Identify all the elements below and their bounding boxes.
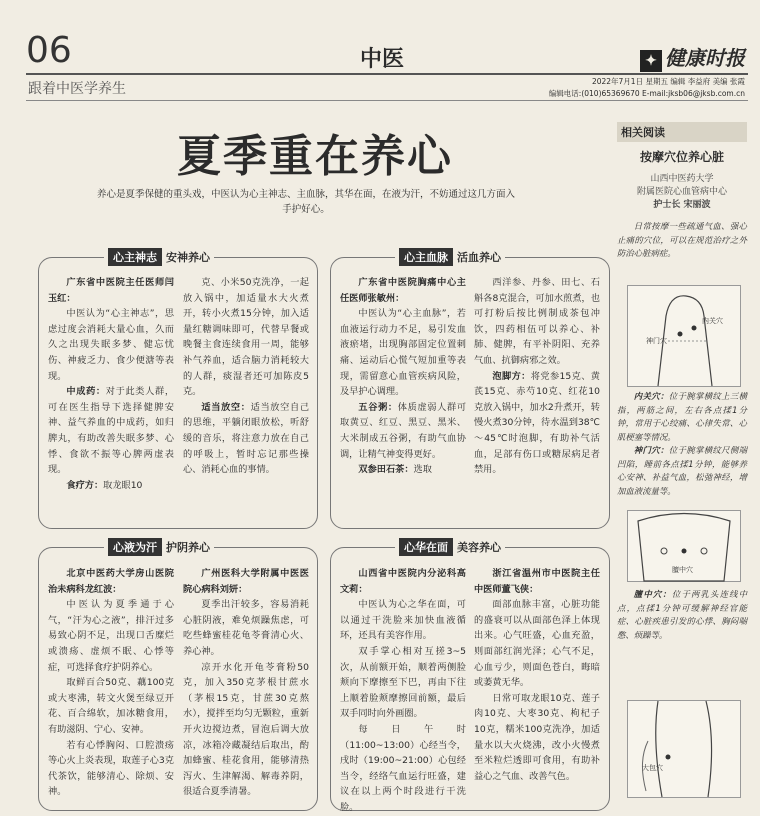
side-svg (628, 701, 740, 797)
article-title: 夏季重在养心 (177, 131, 453, 182)
section-tag (104, 248, 214, 266)
sidebar-title: 按摩穴位养心脏 (639, 150, 724, 164)
side-acupoint-illustration (627, 700, 741, 798)
acupoint-neiguan: 内关穴：位于腕掌横纹上三横指，两筋之间，左右各点揉1分钟，常用于心绞痛、心律失常、心肌梗塞等情况。 (617, 391, 748, 442)
newspaper-logo (640, 42, 745, 72)
sidebar-intro (617, 220, 747, 261)
section-title: 中医 (360, 46, 405, 72)
tag-subtitle: 安神养心 (166, 251, 210, 264)
page-number: 06 (26, 30, 72, 71)
sidebar-acupoints (617, 390, 747, 500)
article-column: 浙江省温州市中医院主任中医师董飞侠： 面部血脉丰富，心脏功能的盛衰可以从面部色泽上体现出来。心气旺盛，心血充盈，则面部红润光泽；心气不足，心血亏少，则面色苍白，晦暗或萎黄无华。 日常可取龙眼10克、莲子肉10克、大枣30克、枸杞子10克，糯米100克洗净，加适量水以大火烧沸，改小火慢煮至米粒烂透即可食用，有助补益心之气血、改善气色。 (474, 568, 600, 782)
section-tag (395, 248, 505, 266)
column-name: 跟着中医学养生 (28, 81, 126, 97)
author-dept: 附属医院心血管病中心 (636, 187, 727, 197)
logo-text: 健康时报 (665, 46, 745, 70)
tag-subtitle: 活血养心 (457, 251, 501, 264)
acupoint-tanzhong: 膻中穴：位于两乳头连线中点，点揉1分钟可缓解神经官能症、心脏疾患引发的心悸、胸闷喘憋、烦躁等。 (617, 589, 748, 640)
article-column: 北京中医药大学房山医院治未病科龙红波： 中医认为夏季通于心气，“汗为心之液”，排汗过多易致心阴不足，出现口舌糜烂或溃疡、虚烦不眠、心悸等症，可选择食疗护阴养心。 取鲜百合50克、藕100克或大枣沸，转文火煲至绿豆开花、百合绵软，加冰糖食用，有助滋阴、宁心、安神。 若有心悸胸闷、口腔溃疡等心火上炎表现，取莲子心3克代茶饮，能够清心、除烦、安神。 (48, 568, 174, 798)
acupoint-shenmen: 神门穴：位于腕掌横纹尺侧端凹陷，睡前各点揉1分钟，能够养心安神、补益气血，松弛神经，增加血液流量等。 (617, 445, 748, 496)
article-column: 山西省中医院内分泌科高文莉： 中医认为心之华在面，可以通过干洗脸来加快血液循环，还具有美容作用。 双手掌心相对互搓3~5次，从前额开始，顺着两侧脸颊向下摩擦至下巴，再由下往上顺着脸颊摩擦回前额，最后双手同时向外画圈。 每日午时（11:00~13:00）心经当令，戌时（19:00~21:00）心包经当令，经络气血运行旺盛，建议在以上两个时段进行干洗脸。 (340, 568, 466, 813)
sidebar-author (617, 173, 747, 212)
chest-acupoint-illustration (627, 510, 741, 582)
wrist-acupoint-illustration (627, 285, 741, 387)
tag-label: 心主血脉 (399, 248, 453, 266)
dateline (515, 76, 745, 100)
intro-text: 日常按摩一些疏通气血、强心止痛的穴位，可以在规范治疗之外防治心脏病症。 (617, 221, 747, 258)
tag-label: 心主神志 (108, 248, 162, 266)
article-lead: 养心是夏季保健的重头戏，中医认为心主神志、主血脉，其华在面，在液为汗，不妨通过这几方面入手护好心。 (96, 189, 515, 215)
article-column: 广东省中医院主任医师闫玉红： 中医认为“心主神志”，思虑过度会消耗大量心血，久而久之出现失眠多梦、健忘忧伤、神疲乏力、食少便溏等表现。 中成药：对于此类人群，可在医生指导下选择健脾安神、益气养血的中成药，如归脾丸，有助改善失眠多梦、心悸、食欲不振等心脾两虚表现。 食疗方：取龙眼10 (48, 277, 175, 491)
sidebar-heading: 相关阅读 (617, 122, 747, 142)
figure-label: 内关穴 (702, 317, 723, 325)
figure-label: 膻中穴 (672, 566, 693, 574)
wrist-svg (628, 286, 740, 386)
article-column: 克、小米50克洗净，一起放入锅中，加适量水大火煮开，转小火煮15分钟，加入适量红糖调味即可，代替早餐或晚餐主食连续食用一周，能够补气养血，适合脑力消耗较大的人群，痰湿者还可加陈皮5克。 适当放空：适当放空自己的思维，平躺闭眼放松，听舒缓的音乐，将注意力放在自己的呼吸上，暂时忘记那些操心、消耗心血的事情。 (183, 277, 310, 476)
header-rule (26, 73, 748, 75)
author-org: 山西中医药大学 (650, 174, 714, 184)
page-header (0, 0, 760, 100)
date-editors: 2022年7月1日 星期五 编辑 李益府 美编 张霞 (591, 77, 745, 86)
sidebar (617, 122, 747, 261)
tag-label: 心华在面 (399, 538, 453, 556)
figure-label: 神门穴 (646, 337, 667, 345)
tag-subtitle: 护阴养心 (166, 541, 210, 554)
tag-subtitle: 美容养心 (457, 541, 501, 554)
article-column: 广州医科大学附属中医医院心病科刘妍： 夏季出汗较多，容易消耗心脏阴液，难免烦躁焦虑，可吃些蜂蜜桂花龟苓膏清心火、养心神。 凉开水化开龟苓膏粉50克，加入350克茅根甘蔗水（茅根15克，甘蔗30克熬水），搅拌至均匀无颗粒，重新开火边搅边煮，冒泡后调大放凉，冰箱冷藏凝结后取出，酌加蜂蜜、桂花食用，能够清热泻火、生津解渴、解毒养阴，很适合夏季清暑。 (183, 568, 309, 798)
contact-info: 编辑电话:(010)65369670 E-mail:jksb06@jksb.com.cn (548, 89, 745, 98)
logo-icon: ✦ (640, 50, 662, 72)
header-rule-bottom (26, 100, 748, 101)
section-tag (104, 538, 214, 556)
author-name: 护士长 宋丽波 (653, 200, 711, 210)
article-column: 西洋参、丹参、田七、石斛各8克混合，可加水煎煮，也可打粉后按比例制成茶包冲饮，四药相伍可以养心、补肺、健脾，有平补阴阳、充养气血、抗御病邪之效。 泡脚方：将党参15克、黄芪15克、赤芍10克、红花10克放入锅中，加水2升煮开，转慢火煮30分钟，待水温到38℃～45℃时泡脚，有助补气活血，足部有伤口或糖尿病足者禁用。 (474, 277, 600, 476)
article-column: 广东省中医院胸痛中心主任医师张敏州： 中医认为“心主血脉”，若血液运行动力不足，易引发血液瘀堵，出现胸部固定位置刺痛、运动后心慌气短加重等表现，需留意心血管疾病风险，及早护心调理。 五谷粥：体质虚弱人群可取黄豆、红豆、黑豆、黑米、大米制成五谷粥，有助气血协调，让精气神变得更好。 双参田石茶：选取 (340, 277, 467, 476)
figure-label: 大包穴 (642, 764, 663, 772)
section-tag (395, 538, 505, 556)
sidebar-acupoint-tanzhong (617, 588, 747, 698)
tag-label: 心液为汗 (108, 538, 162, 556)
